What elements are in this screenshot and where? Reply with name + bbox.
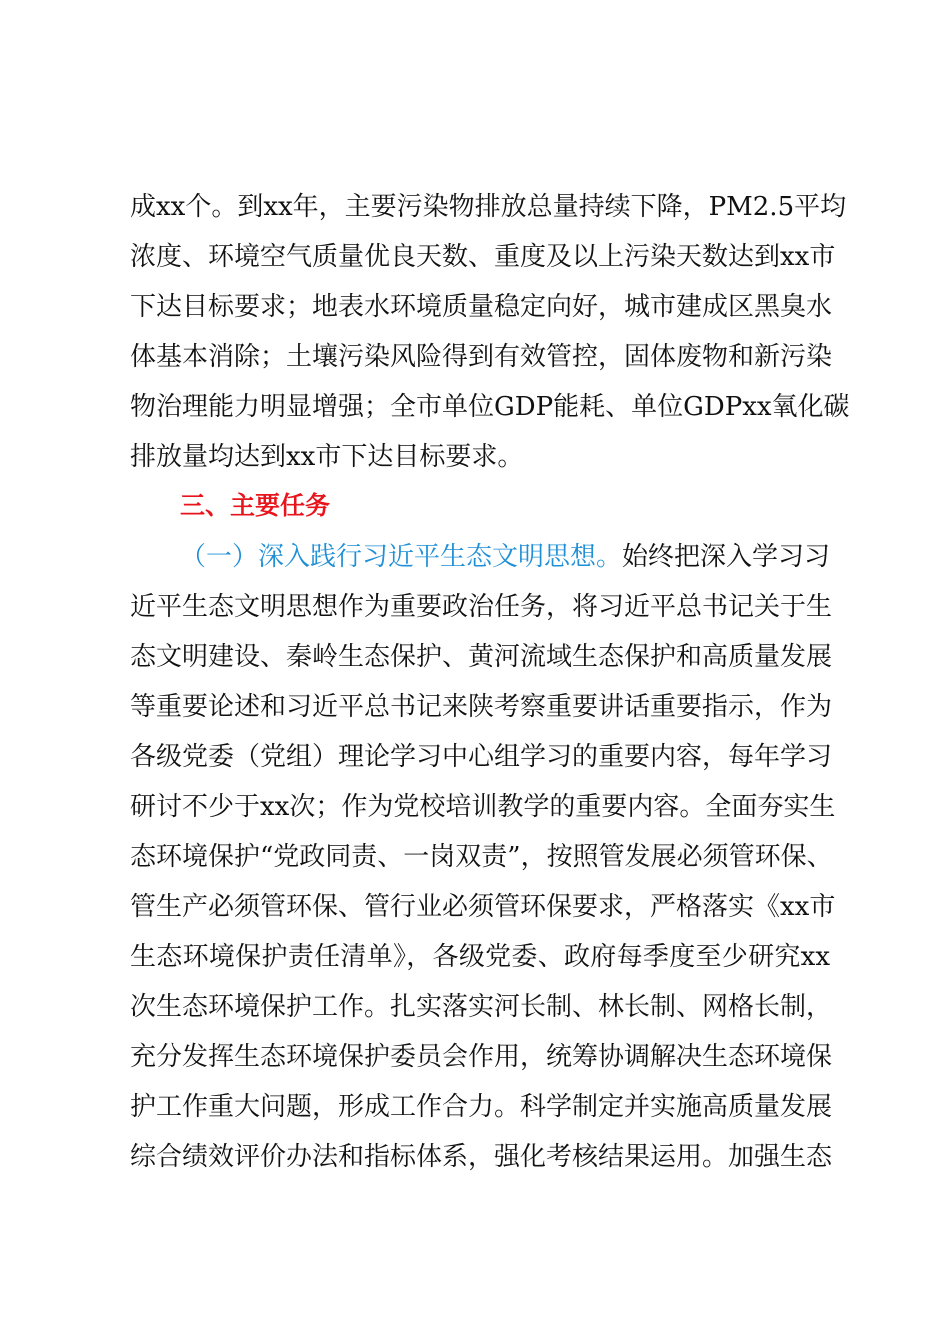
paragraph-line: 生态环境保护责任清单》，各级党委、政府每季度至少研究xx (130, 942, 830, 972)
subsection-first-line (180, 537, 830, 577)
paragraph-line: 等重要论述和习近平总书记来陕考察重要讲话重要指示，作为 (130, 692, 833, 722)
paragraph-line: 物治理能力明显增强；全市单位GDP能耗、单位GDPxx氧化碳 (130, 392, 850, 422)
section-heading: 三、主要任务 (180, 491, 331, 520)
paragraph-line: 体基本消除；土壤污染风险得到有效管控，固体废物和新污染 (130, 342, 833, 372)
paragraph-line: 综合绩效评价办法和指标体系，强化考核结果运用。加强生态 (130, 1142, 833, 1172)
paragraph-line: 排放量均达到xx市下达目标要求。 (130, 442, 524, 472)
paragraph-line: 管生产必须管环保、管行业必须管环保要求，严格落实《xx市 (130, 892, 836, 922)
paragraph-line: 研讨不少于xx次；作为党校培训教学的重要内容。全面夯实生 (130, 792, 836, 822)
subsection-first-line-text: 始终把深入学习习 (622, 542, 831, 572)
paragraph-line: 下达目标要求；地表水环境质量稳定向好，城市建成区黑臭水 (130, 292, 833, 322)
paragraph-line: 浓度、环境空气质量优良天数、重度及以上污染天数达到xx市 (130, 242, 836, 272)
paragraph-line: 次生态环境保护工作。扎实落实河长制、林长制、网格长制， (130, 992, 833, 1022)
paragraph-line: 态环境保护“党政同责、一岗双责”，按照管发展必须管环保、 (130, 842, 833, 872)
paragraph-line: 近平生态文明思想作为重要政治任务，将习近平总书记关于生 (130, 592, 833, 622)
paragraph-line: 各级党委（党组）理论学习中心组学习的重要内容，每年学习 (130, 742, 833, 772)
paragraph-line: 成xx个。到xx年，主要污染物排放总量持续下降，PM2.5平均 (130, 192, 847, 222)
paragraph-line: 充分发挥生态环境保护委员会作用，统筹协调解决生态环境保 (130, 1042, 833, 1072)
paragraph-line: 态文明建设、秦岭生态保护、黄河流域生态保护和高质量发展 (130, 642, 833, 672)
paragraph-line: 护工作重大问题，形成工作合力。科学制定并实施高质量发展 (130, 1092, 833, 1122)
subsection-title: （一）深入践行习近平生态文明思想。 (180, 542, 623, 572)
